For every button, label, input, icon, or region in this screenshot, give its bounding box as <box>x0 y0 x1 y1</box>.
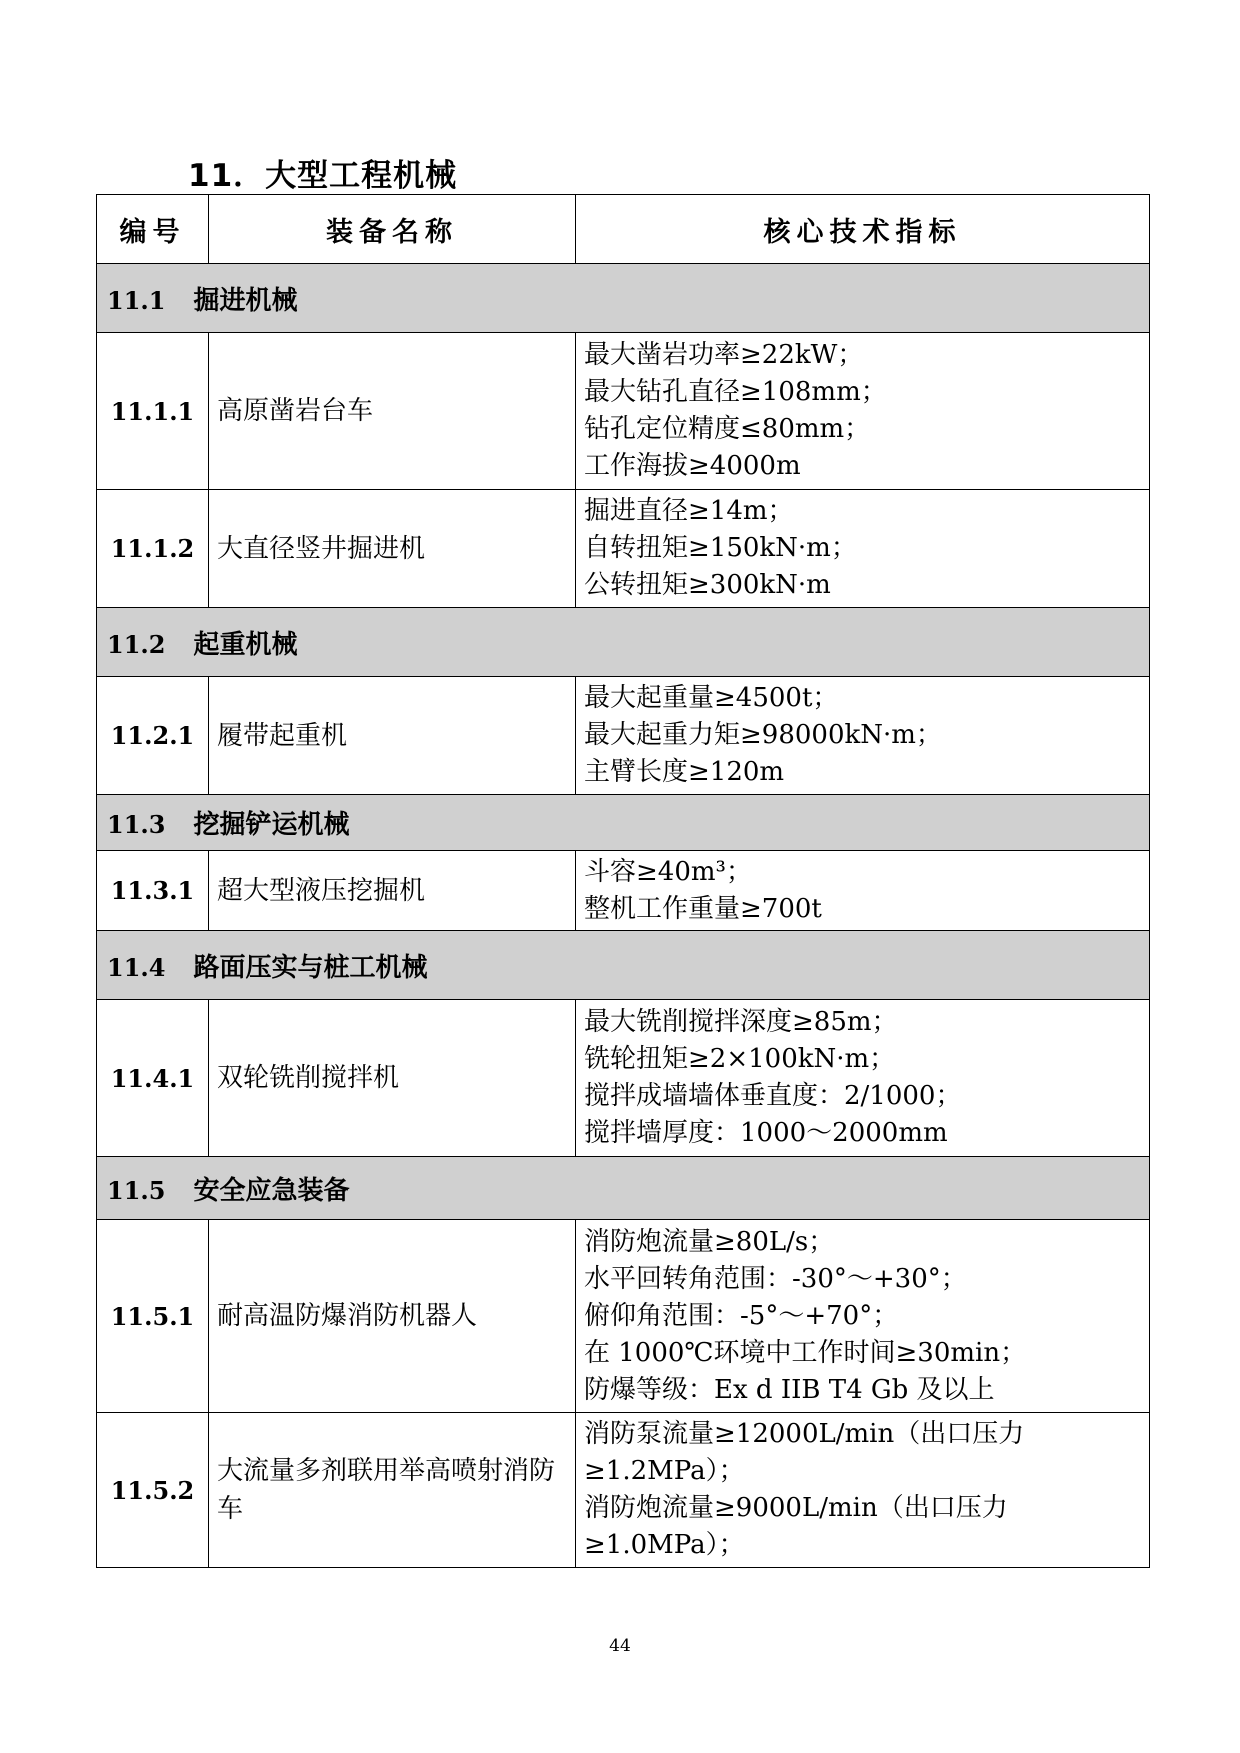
table-row <box>97 851 1150 931</box>
item-code: 11.3.1 <box>97 851 209 931</box>
spec-line: 消防炮流量≥80L/s； <box>584 1226 835 1257</box>
item-specs <box>576 677 1150 795</box>
spec-line: 防爆等级：Ex d IIB T4 Gb 及以上 <box>584 1374 995 1405</box>
spec-line: 钻孔定位精度≤80mm； <box>584 414 871 444</box>
section-label: 安全应急装备 <box>193 1175 350 1206</box>
table-row <box>97 677 1150 795</box>
table-row <box>97 490 1150 608</box>
spec-line: 主臂长度≥120m <box>584 757 785 787</box>
item-specs <box>576 333 1150 490</box>
spec-line: 最大起重量≥4500t； <box>584 683 839 713</box>
spec-line: 在 1000℃环境中工作时间≥30min； <box>584 1337 1027 1368</box>
section-label: 掘进机械 <box>193 285 298 316</box>
page-number: 44 <box>609 1636 631 1656</box>
spec-line: 工作海拔≥4000m <box>584 451 801 481</box>
item-name: 大直径竖井掘进机 <box>209 490 576 608</box>
spec-line: 公转扭矩≥300kN·m <box>584 570 831 600</box>
table-header-row <box>97 195 1150 264</box>
table-row <box>97 333 1150 490</box>
spec-line: 斗容≥40m³； <box>584 856 752 887</box>
section-row <box>97 931 1150 1000</box>
spec-line: 最大起重力矩≥98000kN·m； <box>584 720 942 750</box>
spec-line: 最大铣削搅拌深度≥85m； <box>584 1007 898 1037</box>
header-spec: 核心技术指标 <box>576 195 1150 264</box>
item-code: 11.5.2 <box>97 1413 209 1568</box>
table-row <box>97 1413 1150 1568</box>
section-number: 11.3 <box>107 810 166 839</box>
item-name: 耐高温防爆消防机器人 <box>209 1220 576 1413</box>
section-row <box>97 795 1150 851</box>
section-number: 11.1 <box>107 285 166 315</box>
spec-line: 最大凿岩功率≥22kW； <box>584 340 864 370</box>
header-name: 装备名称 <box>209 195 576 264</box>
item-name: 双轮铣削搅拌机 <box>209 1000 576 1157</box>
spec-line: 自转扭矩≥150kN·m； <box>584 533 857 563</box>
item-code: 11.4.1 <box>97 1000 209 1157</box>
spec-line: 搅拌成墙墙体垂直度：2/1000； <box>584 1081 962 1111</box>
spec-line: 消防泵流量≥12000L/min（出口压力≥1.2MPa）； <box>584 1419 1025 1486</box>
section-row <box>97 1157 1150 1220</box>
item-specs <box>576 1413 1150 1568</box>
spec-line: 铣轮扭矩≥2×100kN·m； <box>584 1044 896 1074</box>
spec-line: 消防炮流量≥9000L/min（出口压力≥1.0MPa）； <box>584 1493 1008 1560</box>
item-code: 11.1.2 <box>97 490 209 608</box>
header-code: 编号 <box>97 195 209 264</box>
spec-line: 俯仰角范围：-5°～+70°； <box>584 1300 899 1331</box>
item-name: 大流量多剂联用举高喷射消防车 <box>209 1413 576 1568</box>
spec-line: 水平回转角范围：-30°～+30°； <box>584 1263 967 1294</box>
section-number: 11.2 <box>107 629 166 659</box>
section-row <box>97 608 1150 677</box>
item-specs <box>576 851 1150 931</box>
spec-line: 掘进直径≥14m； <box>584 496 794 526</box>
item-code: 11.2.1 <box>97 677 209 795</box>
section-number: 11.5 <box>107 1175 166 1205</box>
item-name: 超大型液压挖掘机 <box>209 851 576 931</box>
section-number: 11.4 <box>107 952 166 982</box>
section-row <box>97 264 1150 333</box>
item-code: 11.5.1 <box>97 1220 209 1413</box>
table-row <box>97 1000 1150 1157</box>
item-specs <box>576 1000 1150 1157</box>
item-name: 履带起重机 <box>209 677 576 795</box>
item-specs <box>576 1220 1150 1413</box>
page-title: 11．大型工程机械 <box>188 158 458 194</box>
section-label: 路面压实与桩工机械 <box>193 952 428 983</box>
equipment-spec-table <box>96 194 1150 1568</box>
spec-line: 整机工作重量≥700t <box>584 893 822 924</box>
section-label: 起重机械 <box>193 629 298 660</box>
item-name: 高原凿岩台车 <box>209 333 576 490</box>
spec-line: 最大钻孔直径≥108mm； <box>584 377 887 407</box>
table-row <box>97 1220 1150 1413</box>
section-label: 挖掘铲运机械 <box>193 810 350 840</box>
item-specs <box>576 490 1150 608</box>
spec-line: 搅拌墙厚度：1000～2000mm <box>584 1118 948 1148</box>
item-code: 11.1.1 <box>97 333 209 490</box>
